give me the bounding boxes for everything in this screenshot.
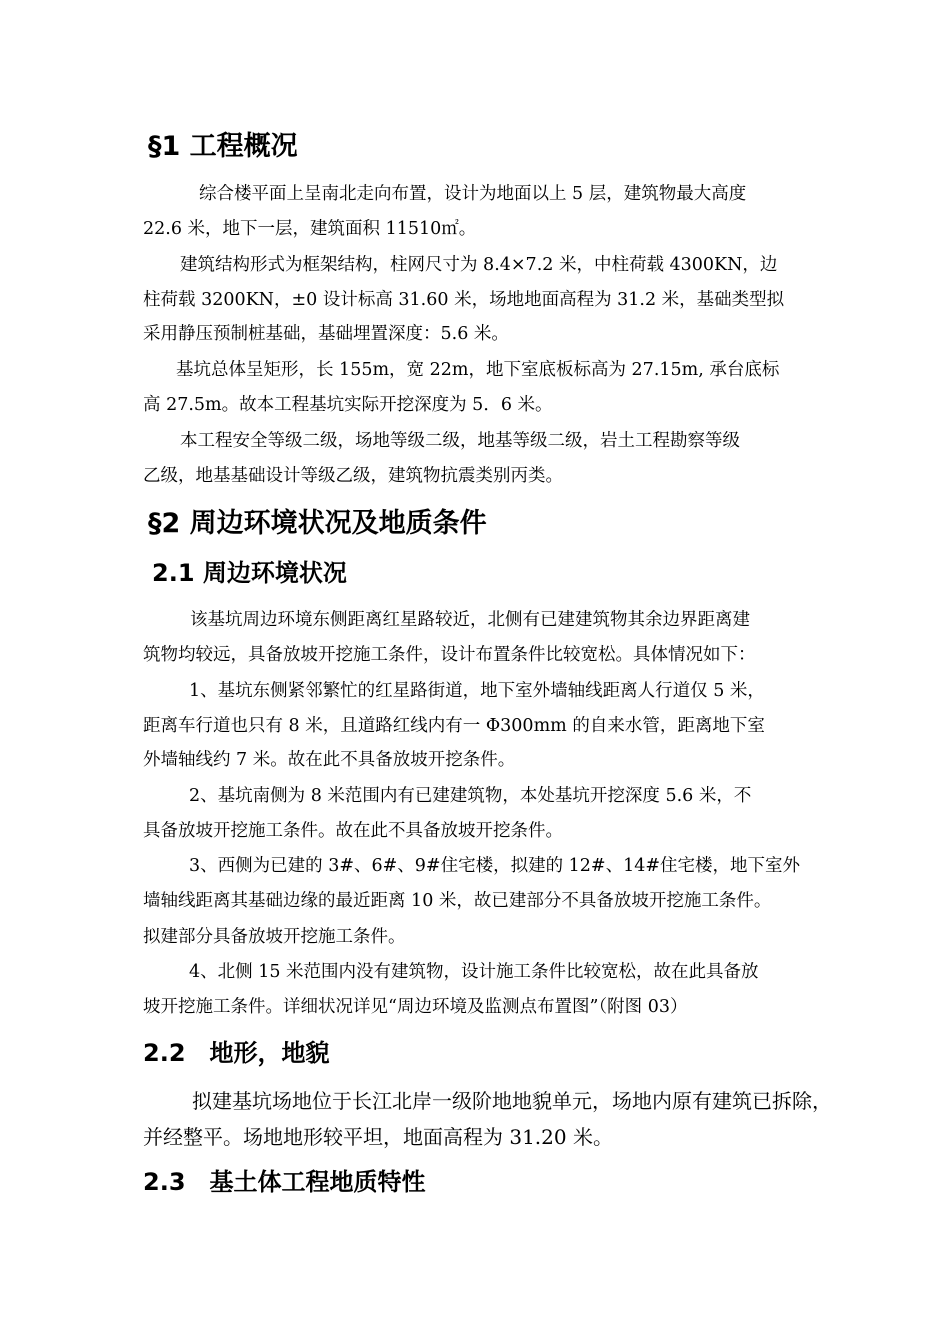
s21-p2-line3: 外墙轴线约 7 米。故在此不具备放坡开挖条件。 — [143, 750, 516, 770]
s21-p4-line1: 3、西侧为已建的 3#、6#、9#住宅楼，拟建的 12#、14#住宅楼，地下室外 — [189, 856, 801, 876]
s1-p3-line2: 高 27.5m。故本工程基坑实际开挖深度为 5．6 米。 — [143, 395, 553, 415]
s21-p1-line1: 该基坑周边环境东侧距离红星路较近，北侧有已建建筑物其余边界距离建 — [190, 610, 750, 630]
s22-p1-line1: 拟建基坑场地位于长江北岸一级阶地地貌单元，场地内原有建筑已拆除， — [192, 1089, 832, 1113]
s21-p5-line2: 坡开挖施工条件。详细状况详见“周边环境及监测点布置图”（附图 03） — [143, 997, 688, 1017]
s21-p3-line1: 2、基坑南侧为 8 米范围内有已建建筑物，本处基坑开挖深度 5.6 米，不 — [189, 786, 752, 806]
subsection-2-1-heading: 2.1 周边环境状况 — [152, 559, 347, 587]
s21-p5-line1: 4、北侧 15 米范围内没有建筑物，设计施工条件比较宽松，故在此具备放 — [189, 962, 759, 982]
s1-p3-line1: 基坑总体呈矩形，长 155m，宽 22m，地下室底板标高为 27.15m, 承台底标 — [176, 360, 780, 380]
s21-p1-line2: 筑物均较远，具备放坡开挖施工条件，设计布置条件比较宽松。具体情况如下： — [143, 645, 756, 665]
s1-p4-line1: 本工程安全等级二级，场地等级二级，地基等级二级，岩土工程勘察等级 — [180, 431, 740, 451]
s21-p2-line2: 距离车行道也只有 8 米，且道路红线内有一 Φ300mm 的自来水管，距离地下室 — [143, 716, 765, 736]
section-2-heading: §2 周边环境状况及地质条件 — [148, 508, 487, 539]
s21-p3-line2: 具备放坡开挖施工条件。故在此不具备放坡开挖条件。 — [143, 821, 563, 841]
s21-p4-line3: 拟建部分具备放坡开挖施工条件。 — [143, 927, 406, 947]
s1-p1-line2: 22.6 米，地下一层，建筑面积 11510㎡。 — [143, 219, 477, 239]
s1-p2-line1: 建筑结构形式为框架结构，柱网尺寸为 8.4×7.2 米，中柱荷载 4300KN，边 — [180, 255, 778, 275]
subsection-2-3-heading: 2.3 基土体工程地质特性 — [143, 1168, 426, 1196]
s1-p2-line2: 柱荷载 3200KN，±0 设计标高 31.60 米，场地地面高程为 31.2 米，基础类型拟 — [143, 290, 785, 310]
s21-p4-line2: 墙轴线距离其基础边缘的最近距离 10 米，故已建部分不具备放坡开挖施工条件。 — [143, 891, 772, 911]
s21-p2-line1: 1、基坑东侧紧邻繁忙的红星路街道，地下室外墙轴线距离人行道仅 5 米， — [189, 681, 765, 701]
section-1-heading: §1 工程概况 — [148, 131, 298, 162]
s1-p4-line2: 乙级，地基基础设计等级乙级，建筑物抗震类别丙类。 — [143, 466, 563, 486]
s1-p1-line1: 综合楼平面上呈南北走向布置，设计为地面以上 5 层，建筑物最大高度 — [199, 184, 747, 204]
subsection-2-2-heading: 2.2 地形，地貌 — [143, 1039, 330, 1067]
s22-p1-line2: 并经整平。场地地形较平坦，地面高程为 31.20 米。 — [143, 1125, 613, 1149]
s1-p2-line3: 采用静压预制桩基础，基础埋置深度：5.6 米。 — [143, 324, 509, 344]
